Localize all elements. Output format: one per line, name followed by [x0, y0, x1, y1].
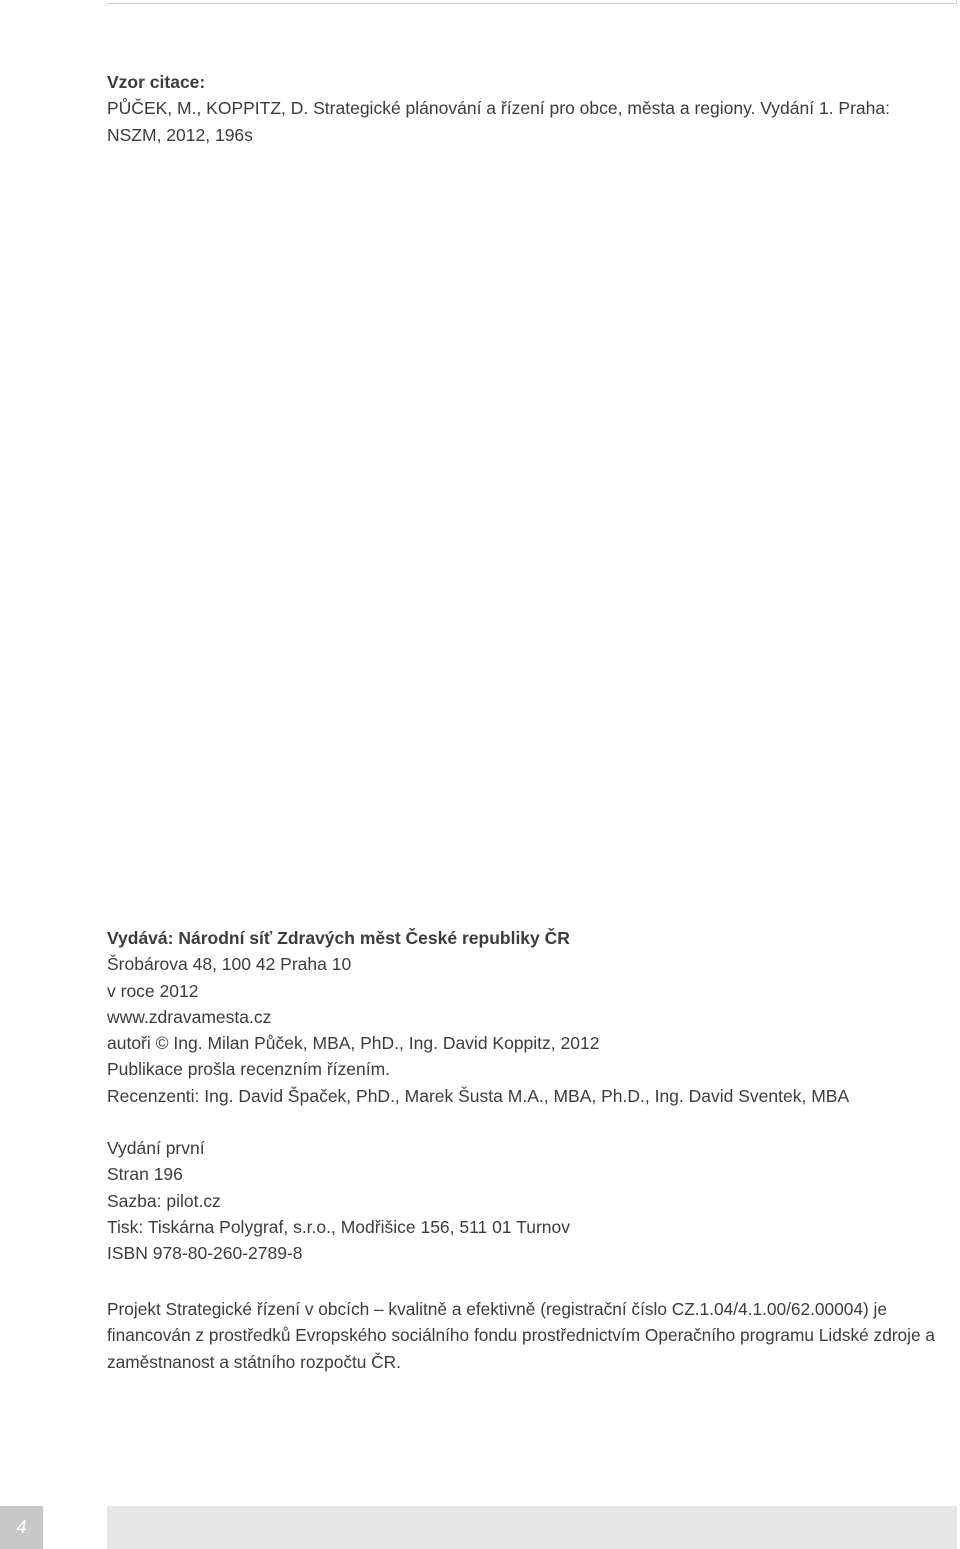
- typesetting-line: Sazba: pilot.cz: [107, 1190, 221, 1211]
- authors-line: autoři © Ing. Milan Půček, MBA, PhD., Ing. David Koppitz, 2012: [107, 1033, 600, 1054]
- review-note: Publikace prošla recenzním řízením.: [107, 1059, 391, 1080]
- publisher-line: Vydává: Národní síť Zdravých měst České republiky ČR: [107, 928, 570, 948]
- isbn-line: ISBN 978-80-260-2789-8: [107, 1243, 303, 1264]
- project-block: [107, 1296, 957, 1375]
- spacer: [107, 1109, 957, 1135]
- citation-block: [107, 69, 957, 148]
- print-line: Tisk: Tiskárna Polygraf, s.r.o., Modřišice 156, 511 01 Turnov: [107, 1216, 570, 1237]
- page-number-box: [0, 1506, 43, 1549]
- pages-line: Stran 196: [107, 1164, 183, 1185]
- footer-bar: [107, 1506, 957, 1549]
- project-text: Projekt Strategické řízení v obcích – kvalitně a efektivně (registrační číslo CZ.1.04/4.1.00/62.00004) je financován z prostředků Evropského sociálního fondu prostřednictvím Operačního programu Lidské zdroje a zaměstnanost a státního rozpočtu ČR.: [107, 1299, 936, 1372]
- citation-text: PŮČEK, M., KOPPITZ, D. Strategické plánování a řízení pro obce, města a regiony. Vydání 1. Praha: NSZM, 2012, 196s: [107, 98, 890, 145]
- year-line: v roce 2012: [107, 980, 199, 1001]
- imprint-block: [107, 925, 957, 1267]
- citation-label: Vzor citace:: [107, 72, 206, 92]
- top-rule-end: [956, 0, 957, 4]
- reviewers-line: Recenzenti: Ing. David Špaček, PhD., Marek Šusta M.A., MBA, Ph.D., Ing. David Sventek, MBA: [107, 1085, 850, 1106]
- website-link[interactable]: www.zdravamesta.cz: [107, 1006, 272, 1027]
- edition-line: Vydání první: [107, 1138, 205, 1159]
- page-number: 4: [16, 1517, 27, 1537]
- top-rule: [107, 3, 957, 4]
- address-line: Šrobárova 48, 100 42 Praha 10: [107, 954, 352, 975]
